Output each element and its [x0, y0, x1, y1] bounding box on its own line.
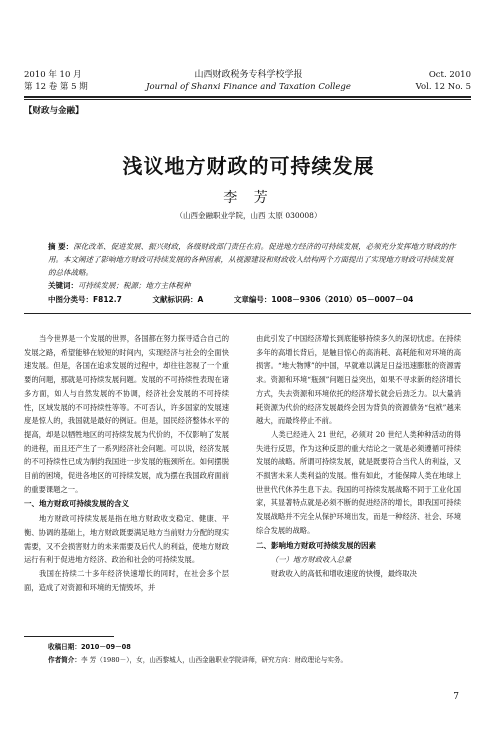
header-rule-thin: [24, 99, 471, 100]
author-bio-text: 李 芳（1980－），女，山西黎城人，山西金融职业学院讲师，研究方向：财政理论与实务。: [80, 656, 348, 664]
left-paragraph-1: 当今世界是一个发展的世界，各国都在努力探寻适合自己的发展之路，希望能够在较短的时间内，实现经济与社会的全面快速发展。但是，各国在追求发展的过程中，却往往忽视了一个重要的问题，那就是可持续发展问题。发展的不可持续性表现在诸多方面，如人与自然发展的不协调，经济社会发展的不可持续性，区域发展的不可持续性等等。不可否认，许多国家的发展速度是惊人的，我国就是最好的例证。但是，国民经济整体水平的提高，却是以牺牲地区的可持续发展为代价的，不仅影响了发展的进程，而且还产生了一系列经济社会问题。可以说，经济发展的不可持续性已成为制约我国进一步发展的瓶颈所在。如何摆脱目前的困境，促进各地区的可持续发展，成为摆在我国政府面前的重要课题之一。: [24, 334, 229, 494]
right-paragraph-3: 财政收入的高低和增收速度的快慢，最终取决: [271, 568, 417, 578]
article-author: 李 芳: [223, 190, 274, 206]
classification-line: [48, 294, 468, 305]
author-affiliation: （山西金融职业学院，山西 太原 030008）: [175, 211, 322, 220]
abstract: [48, 240, 456, 279]
keywords-label: 关键词：: [48, 281, 78, 290]
clc-number: 中图分类号：F812.7: [48, 295, 122, 304]
article-number: 文章编号：1008－9306（2010）05－0007－04: [233, 295, 414, 304]
footnote-rule: [24, 636, 114, 637]
page-number: 7: [453, 692, 459, 702]
article-title: 浅议地方财政的可持续发展: [122, 154, 375, 178]
right-column: [256, 332, 461, 581]
section-tag: 【财政与金融】: [24, 106, 84, 116]
abstract-block: [48, 240, 456, 292]
header-journal-cn: 山西财政税务专科学校学报: [194, 70, 303, 80]
received-date: 收稿日期：2010－09－08: [48, 643, 131, 651]
heading-section-2: 二、影响地方财政可持续发展的因素: [256, 540, 376, 550]
right-paragraph-1: 由此引发了中国经济增长到底能够持续多久的深切忧虑。在持续多年的高增长背后，是触目惊心的高消耗、高耗能和对环境的高损害。“地大物博”的中国，早就难以满足日益迅速膨胀的资源需求。资源和环境“瓶颈”问题日益突出，如果不寻求新的经济增长方式，失去资源和环境依托的经济增长就会后劲乏力。以大量消耗资源为代价的经济发展最终会因为背负的资源债务“包袱”越来越大，而最终停止不前。: [256, 334, 461, 426]
right-paragraph-2: 人类已经进入 21 世纪，必须对 20 世纪人类种种活动的得失进行反思，作为这种反思的重大结论之一就是必须遵循可持续发展的战略。所谓可持续发展，就是既要符合当代人的利益，又不损害未来人类利益的发展。惟有如此，才能保障人类在地球上世世代代休养生息下去。我国的可持续发展战略不同于工业化国家，其显著特点就是必须不断的促进经济的增长，即我国可持续发展战略并不完全从保护环境出发，而是一种经济、社会、环境综合发展的战略。: [256, 429, 461, 535]
subheading-2-1: （一）地方财政收入总量: [271, 555, 352, 565]
footnote-received: [48, 641, 468, 651]
header-volume-cn: 第 12 卷 第 5 期: [24, 82, 88, 92]
keywords-text: 可持续发展；税源；地方主体税种: [78, 281, 191, 290]
footnote-author: [48, 654, 468, 664]
author-bio-label: 作者简介：: [48, 656, 81, 664]
document-code: 文献标识码：A: [152, 295, 204, 304]
keywords: [48, 279, 456, 292]
left-column: [24, 332, 229, 594]
abstract-label: 摘 要：: [48, 242, 74, 251]
abstract-rule: [24, 313, 471, 314]
header-date-cn: 2010 年 10 月: [24, 70, 82, 80]
heading-section-1: 一、地方财政可持续发展的含义: [24, 499, 129, 509]
left-paragraph-3: 我国在持续二十多年经济快速增长的同时，在社会多个层面，造成了对资源和环境的无情毁坏，并: [24, 568, 229, 592]
header-date-en: Oct. 2010: [428, 70, 471, 80]
header-rule: [24, 96, 471, 98]
header-journal-en: Journal of Shanxi Finance and Taxation College: [146, 82, 351, 92]
left-paragraph-2: 地方财政可持续发展是指在地方财政收支稳定、健康、平衡、协调的基础上，地方财政既要满足地方当前财力分配的现实需要，又不会损害财力的未来需要及后代人的利益，使地方财政运行有利于促进地方经济、政治和社会的可持续发展。: [24, 514, 229, 565]
abstract-text: 深化改革、促进发展、振兴财政，各级财政部门责任在肩。促进地方经济的可持续发展，必须充分发挥地方财政的作用。本文阐述了影响地方财政可持续发展的各种因素，从视源建设和财政收入结构两个方面提出了实现地方财政可持续发展的总体战略。: [48, 242, 456, 277]
header-volume-en: Vol. 12 No. 5: [415, 82, 471, 92]
